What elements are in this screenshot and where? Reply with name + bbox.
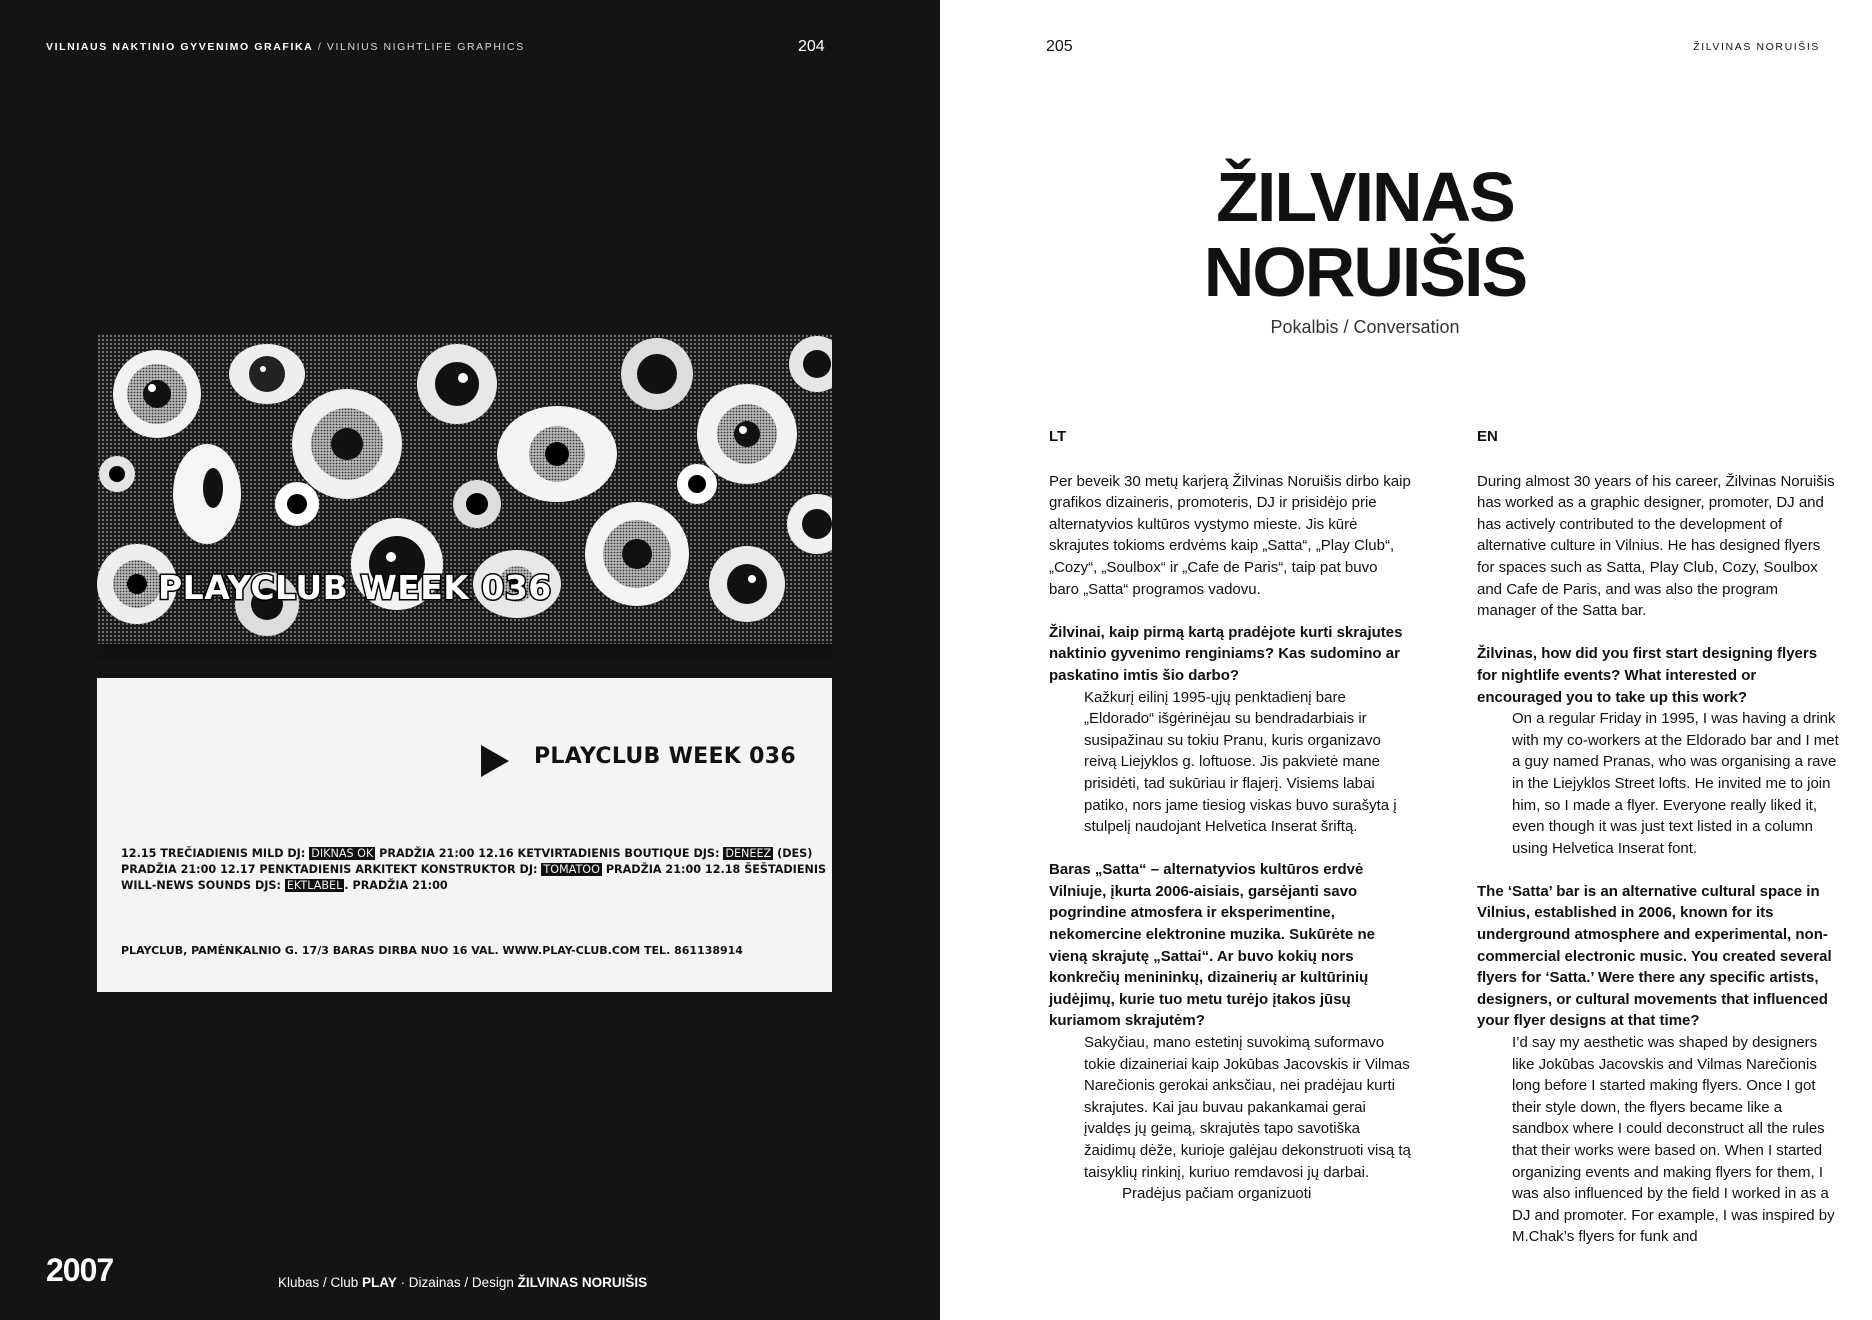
- designer-name: ŽILVINAS NORUIŠIS: [517, 1275, 648, 1290]
- flyer-divider: [97, 672, 832, 678]
- right-page: [940, 0, 1872, 1320]
- running-header-right: ŽILVINAS NORUIŠIS: [1693, 41, 1820, 53]
- credit-line: Klubas / Club PLAY · Dizainas / Design ŽILVINAS NORUIŠIS: [278, 1275, 648, 1290]
- answer-2-continued: Pradėjus pačiam organizuoti: [1122, 1185, 1312, 1203]
- column-lt: [1049, 426, 1411, 1205]
- flyer-title-top: PLAYCLUB WEEK 036: [158, 568, 552, 607]
- question-2: The ‘Satta’ bar is an alternative cultural space in Vilnius, established in 2006, known for its underground atmosphere and experimental, non-commercial electronic music. You created several flyers for ‘Satta.’ Were there any specific artists, designers, or cultural movements that influenced your flyer designs at that time?: [1477, 882, 1832, 1030]
- article-subtitle: Pokalbis / Conversation: [1270, 317, 1460, 337]
- flyer-image: [97, 334, 832, 660]
- flyer-text-panel: [97, 672, 832, 992]
- page-number-right: 205: [1046, 38, 1073, 55]
- answer-1: Kažkurį eilinį 1995-ųjų penktadienį bare „Eldorado“ išgėrinėjau su bendradarbiais ir susipažinau su tokiu Pranu, kuris organizavo reivą Liejyklos g. loftuose. Jis pakvietė mane prisidėti, tad sukūriau ir flajerį. Visiems labai patiko, nors jame tiesiog viskas buvo surašyta į stulpelį naudojant Helvetica Inserat šriftą.: [1084, 688, 1397, 836]
- header-title: VILNIAUS NAKTINIO GYVENIMO GRAFIKA: [46, 41, 314, 53]
- play-icon: [481, 745, 509, 777]
- answer-2: Sakyčiau, mano estetinį suvokimą suformavo tokie dizaineriai kaip Jokūbas Jacovskis ir Vilmas Narečionis gerokai anksčiau, nei pradėjau kurti skrajutes. Kai jau buvau pakankamai gerai įvaldęs jų geimą, skrajutės tapo savotiška žaidimų dėže, kurioje galėjau dekonstruoti visą tą taisyklių rinkinį, kuriuo remdavosi jų darbai.: [1084, 1034, 1411, 1181]
- schedule-line: PRADŽIA 21:00 12.17 PENKTADIENIS ARKITEKT KONSTRUKTOR DJ: TOMATOO PRADŽIA 21:00 12.18 ŠEŠTADIENIS: [121, 863, 827, 876]
- running-header: [46, 41, 525, 53]
- language-label-en: EN: [1477, 428, 1498, 445]
- question-2: Baras „Satta“ – alternatyvios kultūros erdvė Vilniuje, įkurta 2006-aisiais, garsėjanti savo pogrindine atmosfera ir eksperimentine, nekomercine elektronine muzika. Sukūrėte ne vieną skrajutę „Sattai“. Ar buvo kokių nors konkrečių menininkų, dizainerių ar kultūrinių judėjimų, kurie tuo metu turėjo įtakos jūsų kuriamom skrajutėm?: [1049, 861, 1375, 1030]
- question-1: Žilvinai, kaip pirmą kartą pradėjote kurti skrajutes naktinio gyvenimo renginiams? Kas sudomino ar paskatino imtis šio darbo?: [1049, 623, 1403, 684]
- schedule-line: WILL-NEWS SOUNDS DJS: EKTLABEL . PRADŽIA 21:00: [121, 879, 448, 892]
- intro-paragraph: Per beveik 30 metų karjerą Žilvinas Noruišis dirbo kaip grafikos dizaineris, promoteris, DJ ir prisidėjo prie alternatyvios kultūros vystymo mieste. Jis kūrė skrajutes tokioms erdvėms kaip „Satta“, „Play Club“, „Cozy“, „Soulbox“ ir „Cafe de Paris“, taip pat buvo baro „Satta“ programos vadovu.: [1049, 472, 1411, 598]
- flyer-title-bottom: PLAYCLUB WEEK 036: [534, 744, 796, 769]
- interviewee-name: ŽILVINAS NORUIŠIS: [1203, 158, 1527, 311]
- page-number-left: 204: [798, 38, 825, 55]
- question-1: Žilvinas, how did you first start designing flyers for nightlife events? What interested or encouraged you to take up this work?: [1477, 645, 1818, 706]
- answer-2: I’d say my aesthetic was shaped by designers like Jokūbas Jacovskis and Vilmas Narečionis long before I started making flyers. Once I got their style down, the flyers became like a sandbox where I could deconstruct all the rules that their works were based on. When I started organizing events and making flyers for them, I was also influenced by the field I worked in as a DJ and promoter. For example, I was inspired by M.Chak’s flyers for funk and: [1512, 1034, 1835, 1246]
- flyer-schedule: [121, 846, 827, 894]
- answer-1: On a regular Friday in 1995, I was having a drink with my co-workers at the Eldorado bar and I met a guy named Pranas, who was organising a rave in the Liejyklos Street lofts. He invited me to join him, so I made a flyer. Everyone really liked it, even though it was just text listed in a column using Helvetica Inserat font.: [1512, 710, 1839, 857]
- eyeball-collage-graphic: [97, 334, 832, 660]
- language-label-lt: LT: [1049, 428, 1067, 445]
- flyer-address: PLAYCLUB, PAMĖNKALNIO G. 17/3 BARAS DIRBA NUO 16 VAL. WWW.PLAY-CLUB.COM TEL. 861138914: [121, 944, 743, 957]
- year-label: 2007: [46, 1252, 114, 1288]
- club-name: PLAY: [362, 1275, 397, 1290]
- column-en: [1477, 426, 1839, 1248]
- intro-paragraph: During almost 30 years of his career, Žilvinas Noruišis has worked as a graphic designer, promoter, DJ and has actively contributed to the development of alternative culture in Vilnius. He has designed flyers for spaces such as Satta, Play Club, Cozy, Soulbox and Cafe de Paris, and was also the program manager of the Satta bar.: [1477, 472, 1835, 620]
- schedule-line: 12.15 TREČIADIENIS MILD DJ: DIKNAS OK PRADŽIA 21:00 12.16 KETVIRTADIENIS BOUTIQUE DJS: DENEEZ (DES): [121, 847, 813, 860]
- header-subtitle: / VILNIUS NIGHTLIFE GRAPHICS: [313, 41, 525, 53]
